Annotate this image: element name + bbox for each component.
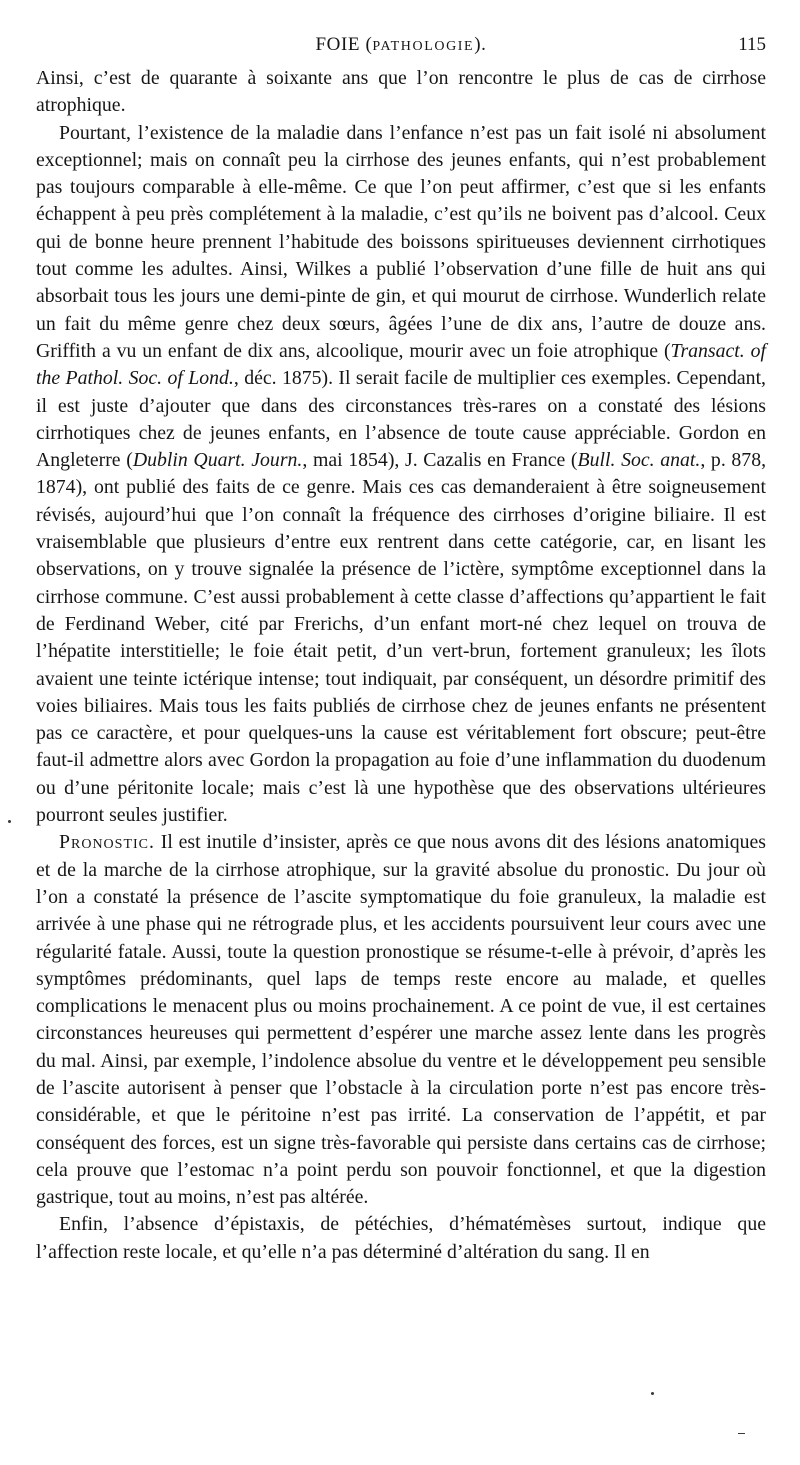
stray-dash-bottom — [738, 1433, 745, 1434]
page-number: 115 — [738, 34, 766, 55]
paragraph-3 — [36, 829, 766, 1211]
paragraph-3-text: Il est inutile d’insister, après ce que nous avons dit des lésions anatomiques et de la marche de la cirrhose atrophique, sur la gravité absolue du pronostic. Du jour où l’on a constaté la présence de l’ascite symptomatique du foie granuleux, la maladie est arrivée à une phase qui ne rétrograde plus, et les accidents poursuivent leur cours avec une régularité fatale. Aussi, toute la question pronostique se résume-t-elle à prévoir, d’après les symptômes prédominants, quel laps de temps reste encore au malade, et quelles complications le menacent plus ou moins prochainement. A ce point de vue, il est certaines circonstances heureuses qui permettent d’espérer une marche assez lente dans les progrès du mal. Ainsi, par exemple, l’indolence absolue du ventre et le développement peu sensible de l’ascite autorisent à penser que l’obstacle à la circulation porte n’est pas encore très-considérable, et que le péritoine n’est pas irrité. La conservation de l’appétit, et par conséquent des forces, est un signe très-favorable qui persiste dans certains cas de cirrhose; cela prouve que l’estomac n’a point perdu son pouvoir fonctionnel, et que la digestion gastrique, tout au moins, n’est pas altérée. — [36, 831, 766, 1209]
paragraph-2-text-2: , déc. 1875). Il serait facile de multiplier ces exemples. Cependant, il est juste d’ajouter que dans des circonstances très-rares on a constaté des lésions cirrhotiques chez de jeunes enfants, en l’absence de toute cause appréciable. Gordon en Angleterre ( — [36, 367, 767, 472]
citation-bull-soc-anat: Bull. Soc. anat. — [577, 449, 701, 472]
citation-dublin-quart: Dublin Quart. Journ. — [132, 449, 303, 472]
section-heading-pronostic: Pronostic. — [59, 831, 155, 854]
stray-mark-bottom — [651, 1392, 654, 1395]
running-title — [36, 32, 766, 60]
paragraph-4: Enfin, l’absence d’épistaxis, de pétéchies, d’hématémèses surtout, indique que l’affection reste locale, et qu’elle n’a pas déterminé d’altération du sang. Il en — [36, 1213, 766, 1263]
paragraph-2 — [36, 120, 766, 830]
body-text — [36, 65, 766, 1266]
stray-mark-left — [8, 820, 11, 823]
running-title-subtitle: PATHOLOGIE — [372, 39, 475, 54]
paragraph-2-text-1: Pourtant, l’existence de la maladie dans l’enfance n’est pas un fait isolé ni absolument exceptionnel; mais on connaît peu la cirrhose des jeunes enfants, qui n’est probablement pas toujours comparable à elle-même. Ce que l’on peut affirmer, c’est que si les enfants échappent à peu près complétement à la maladie, c’est qu’ils ne boivent pas d’alcool. Ceux qui de bonne heure prennent l’habitude des boissons spiritueuses deviennent cirrhotiques tout comme les adultes. Ainsi, Wilkes a publié l’observation d’une fille de huit ans qui absorbait tous les jours une demi-pinte de gin, et qui mourut de cirrhose. Wunderlich relate un fait du même genre chez deux sœurs, âgées l’une de dix ans, l’autre de douze ans. Griffith a vu un enfant de dix ans, alcoolique, mourir avec un foie atrophique ( — [36, 121, 766, 362]
paragraph-2-text-4: , p. 878, 1874), ont publié des faits de ce genre. Mais ces cas demanderaient à être soigneusement révisés, aujourd’hui que l’on connaît la fréquence des cirrhoses d’origine biliaire. Il est vraisemblable que plusieurs d’entre eux rentrent dans cette catégorie, car, en lisant les observations, on y trouve signalée la présence de l’ictère, symptôme exceptionnel dans la cirrhose commune. C’est aussi probablement à cette classe d’affections qu’appartient le fait de Ferdinand Weber, cité par Frerichs, d’un enfant mort-né chez lequel on trouva de l’hépatite interstitielle; le foie était petit, d’un vert-brun, fortement granuleux; les îlots avaient une teinte ictérique intense; tout indiquait, par conséquent, un désordre primitif des voies biliaires. Mais tous les faits publiés de cirrhose chez de jeunes enfants ne présentent pas ce caractère, et pour quelques-uns la cause est véritablement fort obscure; peut-être faut-il admettre alors avec Gordon la propagation au foie d’une inflammation du duodenum ou d’une péritonite locale; mais c’est là une hypothèse que des observations ultérieures pourront seules justifier. — [36, 449, 767, 827]
paragraph-2-text-3: , mai 1854), J. Cazalis en France ( — [302, 449, 578, 472]
running-title-main: FOIE ( — [315, 34, 373, 55]
running-title-close: ). — [474, 34, 487, 55]
paragraph-1: Ainsi, c’est de quarante à soixante ans que l’on rencontre le plus de cas de cirrhose atrophique. — [36, 67, 766, 117]
running-header — [36, 32, 766, 58]
citation-transact-pathol: Transact. of the Pathol. Soc. of Lond. — [36, 339, 766, 390]
